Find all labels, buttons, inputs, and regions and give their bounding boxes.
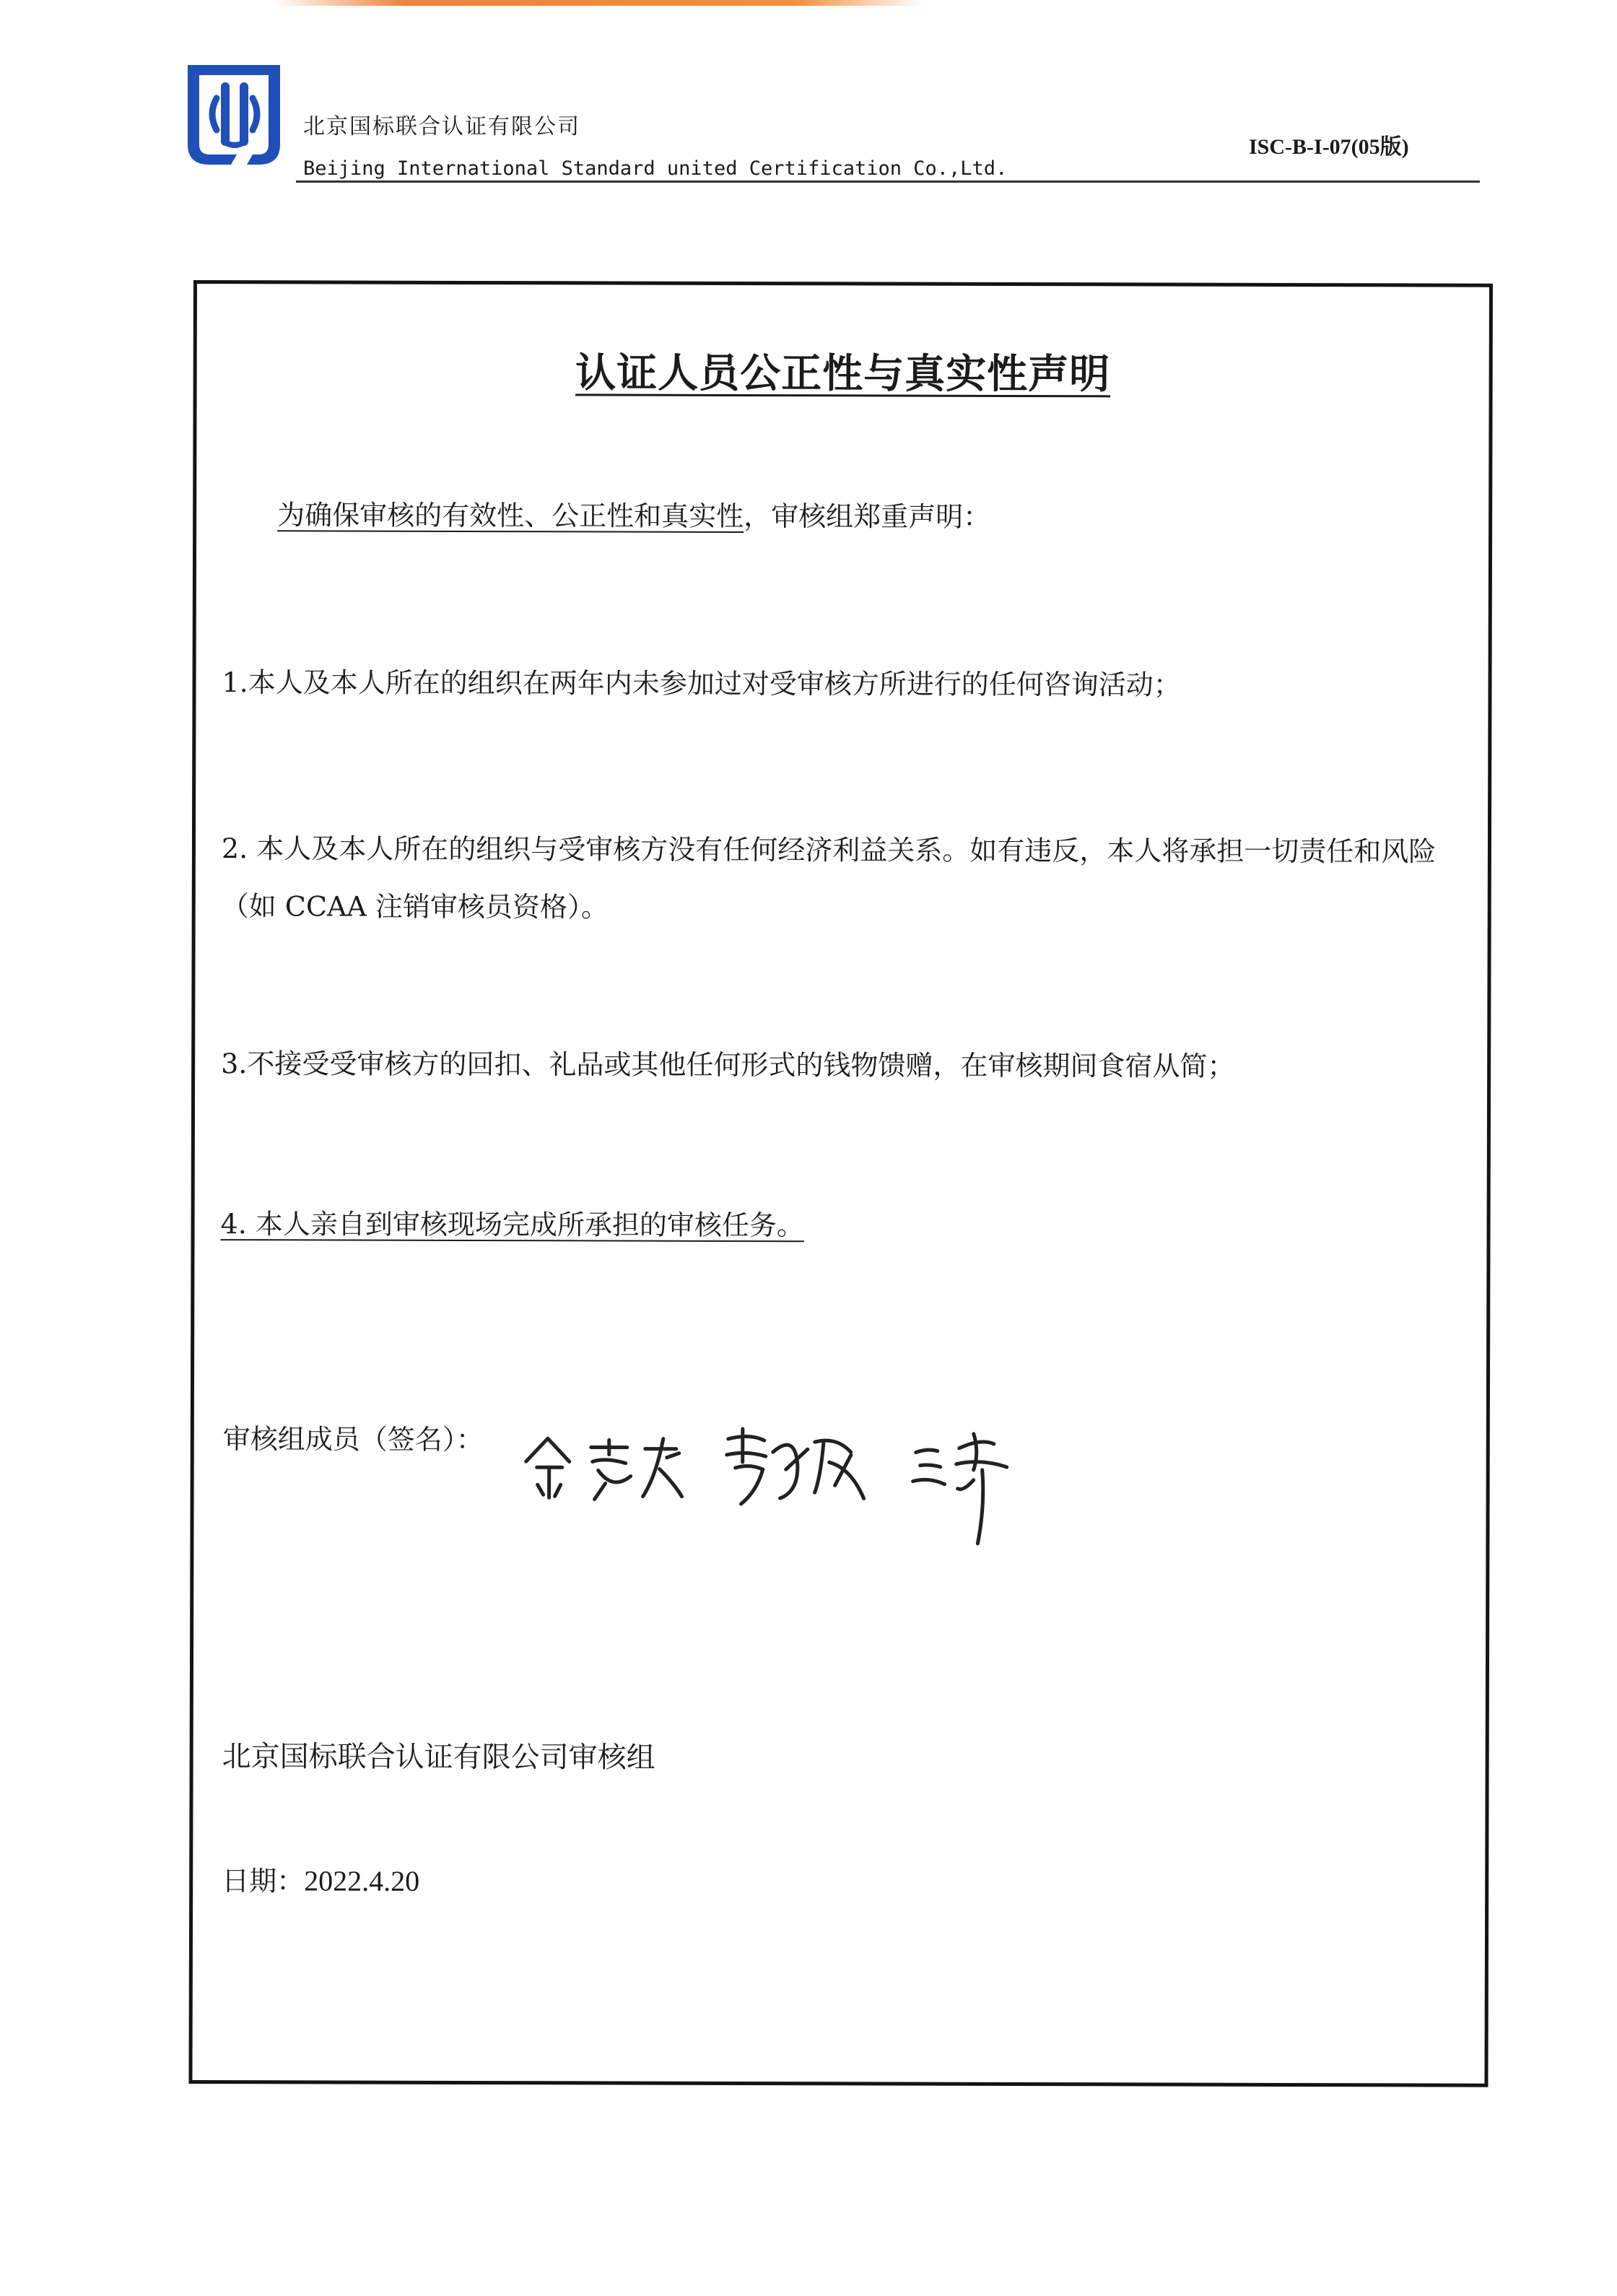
declaration-frame xyxy=(188,280,1493,2087)
company-name-en: Beijing International Standard united Certification Co.,Ltd. xyxy=(303,157,1008,180)
declaration-item-4: 4. 本人亲自到审核现场完成所承担的审核任务。 xyxy=(220,1208,804,1242)
date-value: 2022.4.20 xyxy=(304,1864,420,1897)
intro-underlined: 为确保审核的有效性、公正性和真实性 xyxy=(277,499,744,532)
declaration-item-2: 2. 本人及本人所在的组织与受审核方没有任何经济利益关系。如有违反，本人将承担一切责任和风险（如 CCAA 注销审核员资格）。 xyxy=(221,832,1437,923)
document-code: ISC-B-I-07(05版) xyxy=(1249,135,1409,159)
date-line xyxy=(222,1852,419,1910)
signature-label: 审核组成员（签名）： xyxy=(222,1423,484,1456)
document-title-text: 认证人员公正性与真实性声明 xyxy=(575,349,1111,399)
date-label: 日期： xyxy=(222,1865,305,1897)
handwritten-signatures xyxy=(511,1382,1060,1557)
declaration-item-1: 1.本人及本人所在的组织在两年内未参加过对受审核方所进行的任何咨询活动； xyxy=(222,666,1181,701)
intro-rest: ，审核组郑重声明： xyxy=(744,500,991,533)
isc-logo-icon xyxy=(180,59,289,169)
intro-paragraph xyxy=(277,486,990,546)
audit-team-organization: 北京国标联合认证有限公司审核组 xyxy=(222,1740,655,1775)
header-divider xyxy=(296,181,1480,183)
company-name-cn: 北京国标联合认证有限公司 xyxy=(303,114,580,139)
page-header xyxy=(0,0,1617,195)
declaration-item-3: 3.不接受受审核方的回扣、礼品或其他任何形式的钱物馈赠，在审核期间食宿从简； xyxy=(221,1048,1235,1082)
document-title xyxy=(197,340,1489,401)
